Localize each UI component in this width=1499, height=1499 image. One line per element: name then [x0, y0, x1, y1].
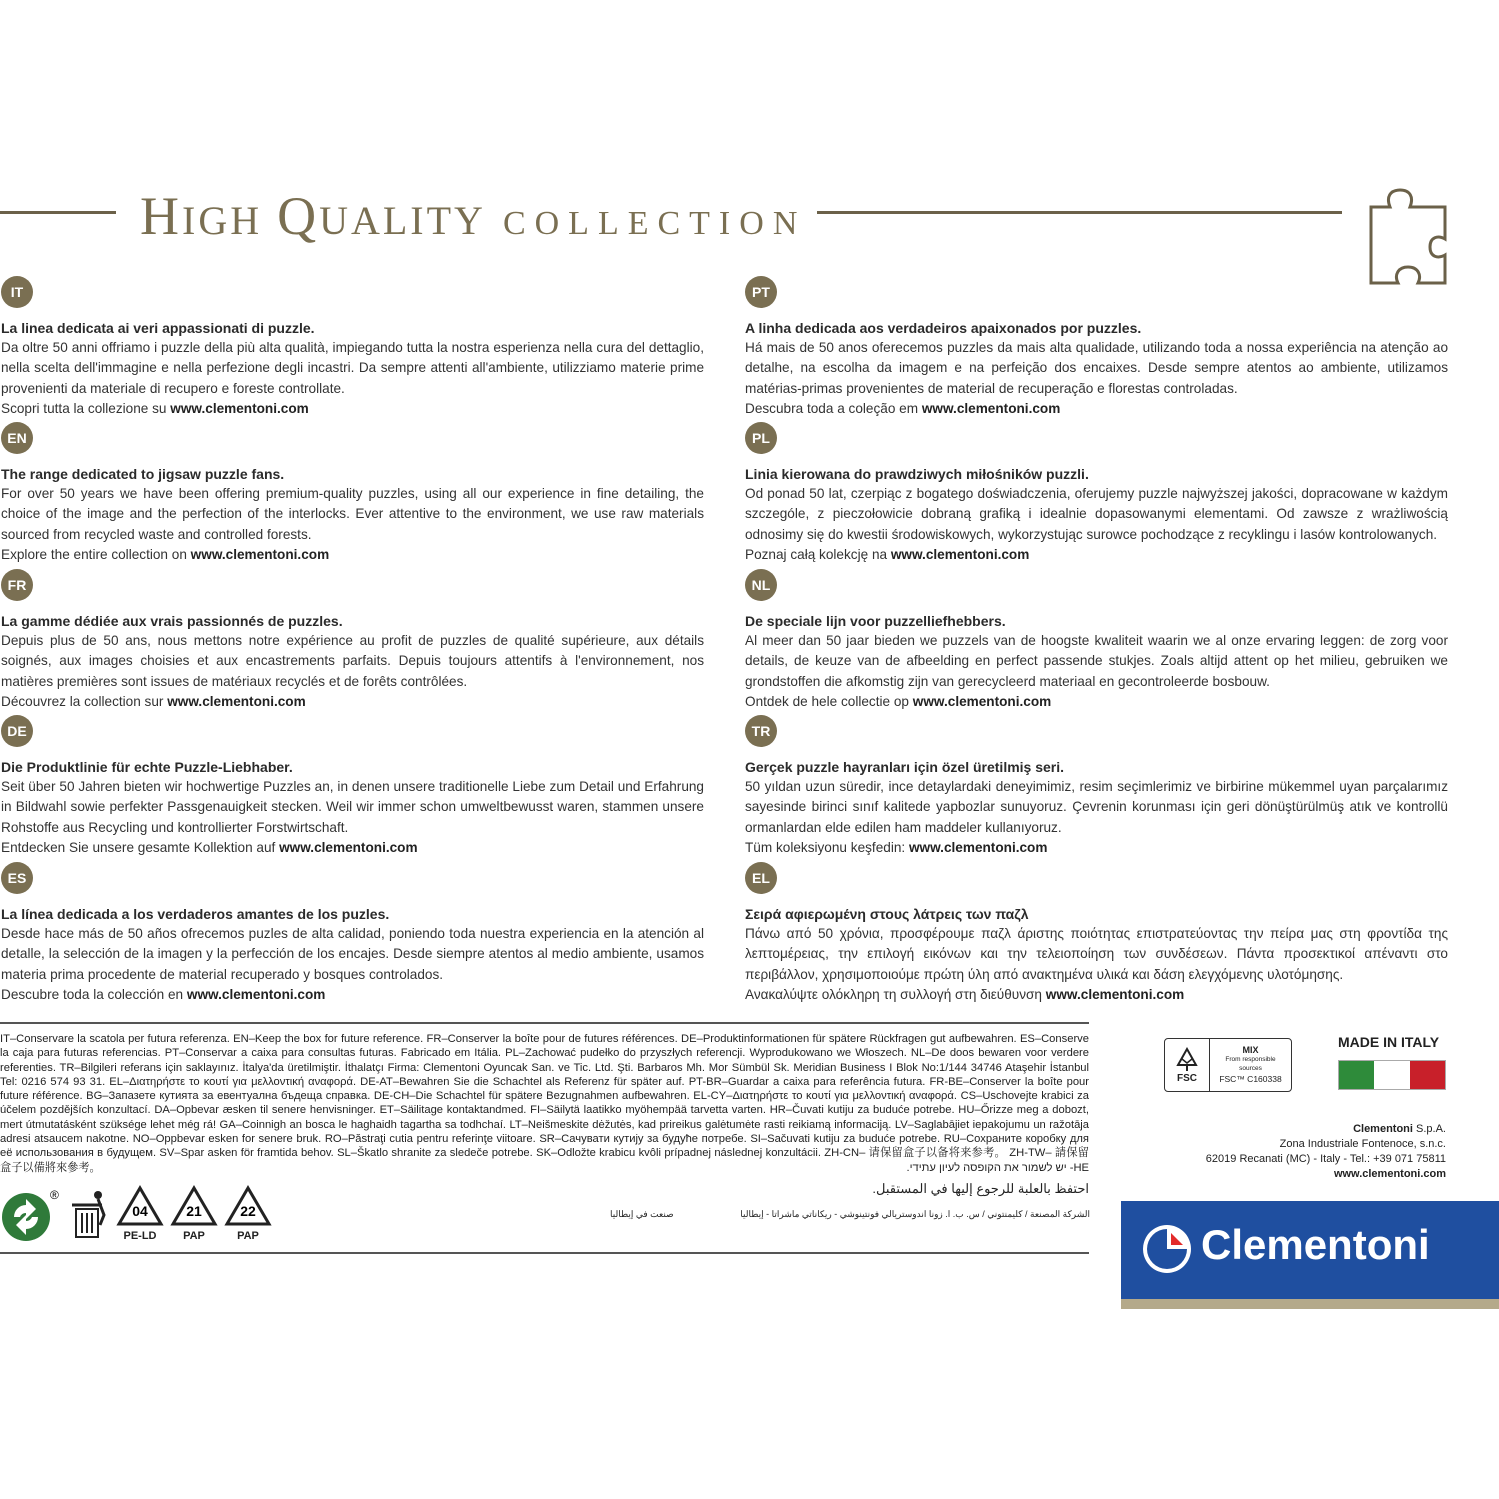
title-letters: UALITY [319, 198, 486, 243]
lang-block-en [1, 422, 704, 565]
website-link[interactable]: www.clementoni.com [908, 839, 1048, 855]
flag-white [1374, 1061, 1409, 1089]
multilingual-notice [0, 1032, 1089, 1175]
website-link[interactable]: www.clementoni.com [170, 400, 309, 416]
recycling-code-22 [224, 1185, 272, 1242]
recycling-triangle-icon [224, 1185, 272, 1227]
fsc-mix: MIX [1242, 1045, 1259, 1055]
explore-text: Tüm koleksiyonu keşfedin: [745, 839, 909, 855]
company-suffix: S.p.A. [1412, 1123, 1446, 1135]
arabic-made-in: صنعت في إيطاليا [610, 1209, 674, 1219]
lang-explore [745, 545, 1448, 565]
lang-block-tr [745, 715, 1448, 858]
lang-title: La línea dedicada a los verdaderos amantes de los puzles. [1, 906, 390, 922]
clementoni-logo-icon [1141, 1223, 1193, 1275]
lang-badge: EN [1, 422, 33, 454]
explore-text: Poznaj całą kolekcję na [745, 546, 891, 562]
fsc-tree-icon [1174, 1047, 1200, 1073]
header-rule-left [0, 211, 116, 214]
arabic-company-line [610, 1209, 1090, 1220]
lang-title: Gerçek puzzle hayranları için özel üretilmiş seri. [745, 759, 1065, 775]
lang-title: Linia kierowana do prawdziwych miłośników puzzli. [745, 466, 1089, 482]
lang-title: Σειρά αφιερωμένη στους λάτρεις των παζλ [745, 906, 1029, 922]
lang-block-es [1, 862, 704, 1005]
lang-badge: ES [1, 862, 33, 894]
lang-body: Depuis plus de 50 ans, nous mettons notre expérience au profit de puzzles de qualité supérieure, aux détails soignés, aux images choisies et aux encastrements parfaits. Depuis toujours attentifs à l'environnement, nos matières premières sont issues de matériaux recyclés et de forêts contrôlées. [1, 633, 704, 689]
flag-red [1410, 1061, 1445, 1089]
logo-wordmark: Clementoni [1201, 1221, 1430, 1268]
website-link[interactable]: www.clementoni.com [167, 693, 306, 709]
lang-body: 50 yıldan uzun süredir, ince detaylardaki deneyimimiz, resim seçimlerimiz ve birbirine mükemmel uyan parçalarımız sayesinde birinci sınıf kalitede yapbozlar sunuyoruz. Çevrenin korunması için geri dönüştürülmüş atık ve kontrollü ormanlardan elde edilen ham maddeler kullanıyoruz. [745, 779, 1448, 835]
company-website[interactable]: www.clementoni.com [1333, 1168, 1446, 1180]
recycling-number: 22 [240, 1203, 256, 1219]
puzzle-piece-icon [1368, 187, 1448, 285]
lang-block-pl [745, 422, 1448, 565]
explore-text: Descubre toda la colección en [1, 986, 187, 1002]
title-collection: COLLECTION [502, 205, 807, 242]
lang-block-it [1, 276, 704, 419]
company-city-phone: 62019 Recanati (MC) - Italy - Tel.: +39 071 75811 [1205, 1153, 1446, 1165]
explore-text: Découvrez la collection sur [1, 693, 168, 709]
lang-block-el [745, 862, 1448, 1005]
website-link[interactable]: www.clementoni.com [912, 693, 1052, 709]
recycling-code-04 [116, 1185, 164, 1242]
lang-explore [1, 985, 704, 1005]
title-letter: H [140, 186, 182, 246]
recycling-triangle-icon [116, 1185, 164, 1227]
explore-text: Ανακαλύψτε ολόκληρη τη συλλογή στη διεύθυνση [745, 986, 1046, 1002]
recycling-label: PAP [183, 1230, 205, 1242]
divider-top [0, 1022, 1089, 1024]
explore-text: Ontdek de hele collectie op [745, 693, 913, 709]
website-link[interactable]: www.clementoni.com [190, 546, 330, 562]
lang-title: A linha dedicada aos verdadeiros apaixonados por puzzles. [745, 320, 1142, 336]
lang-badge: PT [745, 276, 777, 308]
website-link[interactable]: www.clementoni.com [890, 546, 1030, 562]
explore-text: Scopri tutta la collezione su [1, 400, 171, 416]
lang-block-de [1, 715, 704, 858]
company-address: Zona Industriale Fontenoce, s.n.c. [1279, 1138, 1446, 1150]
recycling-number: 21 [186, 1203, 202, 1219]
recycling-symbols [0, 1185, 278, 1245]
lang-explore [1, 399, 704, 419]
recycling-label: PAP [237, 1230, 259, 1242]
lang-body: Al meer dan 50 jaar bieden we puzzels van de hoogste kwaliteit waarin we al onze ervaring leggen: de zorg voor details, de keuze van de afbeelding en perfect passende stukjes. Zoals altijd attent op het milieu, gebruiken we grondstoffen die afkomstig zijn van gerecycleerd materiaal en gecontroleerde bosbouw. [745, 633, 1448, 689]
recycling-number: 04 [132, 1203, 148, 1219]
flag-green [1339, 1061, 1374, 1089]
lang-badge: IT [1, 276, 33, 308]
website-link[interactable]: www.clementoni.com [1045, 986, 1185, 1002]
lang-badge: TR [745, 715, 777, 747]
lang-badge: FR [1, 569, 33, 601]
company-name-line [1206, 1122, 1446, 1137]
recycling-label: PE-LD [123, 1230, 157, 1242]
explore-text: Explore the entire collection on [1, 546, 191, 562]
header [0, 185, 1499, 285]
trash-bin-icon [68, 1185, 110, 1243]
hebrew-notice: HE- יש לשמור את הקופסה לעיון עתידי. [906, 1161, 1089, 1174]
lang-block-pt [745, 276, 1448, 419]
header-rule-right [817, 211, 1342, 214]
lang-explore [1, 692, 704, 712]
website-link[interactable]: www.clementoni.com [186, 986, 326, 1002]
notice-text: IT–Conservare la scatola per futura referenza. EN–Keep the box for future reference. FR–Conserver la boîte pour de futures références. DE–Produktinformationen für spätere Rückfragen gut aufbewahren. ES–Conserve la caja para futuras referencias. PT–Conservar a caixa para consultas futuras. Fabricado em Itália. PL–Zachować pudełko do przyszłych referencji. Wyprodukowano we Włoszech. NL–De doos bewaren voor verdere referenties. TR–Bilgileri referans için saklayınız. İtalya'da üretilmiştir. İthalatçı Firma: Clementoni Oyuncak San. ve Tic. Ltd. Şti. Barbaros Mh. Mor Sümbül Sk. Meridian Business I Blok No:1/144 34746 Ataşehir İstanbul Tel: 0216 574 93 31. EL–Διατηρήστε το κουτί για μελλοντική αναφορά. DE-AT–Bewahren Sie die Schachtel als Referenz für später auf. PT-BR–Guardar a caixa para referência futura. FR-BE–Conserver la boîte pour future référence. BG–Запазете кутията за евентуална бъдеща справка. DE-CH–Die Schachtel für spätere Bezugnahmen aufbewahren. EL-CY–Διατηρήστε το κουτί για μελλοντική αναφορά. CS–Uschovejte krabici za účelem pozdějších konzultací. DA–Opbevar æsken til senere henvisninger. ET–Säilitage kontaktandmed. FI–Säilytä laatikko myöhempää tarvetta varten. HR–Čuvati kutiju za buduće potrebe. HU–Őrizze meg a dobozt, mert útmutatásként szüksége lehet még rá! GA–Coinnigh an bosca le haghaidh tagartha sa todhchaí. LT–Neišmeskite dėžutės, kad prireikus galėtumėte rasti reikiamą informaciją. LV–Saglabājiet iepakojumu un ražotāja adresi atsaucem nakotne. NO–Oppbevar esken for senere bruk. RO–Păstraţi cutia pentru referinţe viitoare. SR–Сачувати кутију за будуће потребе. SI–Sačuvati kutiju za buduće potrebe. RU–Сохраните коробку для её использования в будущем. SV–Spar asken för framtida behov. SL–Škatlo shranite za sledeče potrebe. SK–Odložte krabicu kvôli prípadnej následnej konzultácii. ZH-CN– 请保留盒子以备将来参考。 ZH-TW– 請保留盒子以備將來參考。 [0, 1033, 1089, 1174]
lang-badge: EL [745, 862, 777, 894]
lang-body: Seit über 50 Jahren bieten wir hochwertige Puzzles an, in denen unsere traditionelle Liebe zum Detail und Erfahrung in Bildwahl sowie perfekter Passgenauigkeit stecken. Weil wir immer schon umweltbewusst waren, stammen unsere Rohstoffe aus Recycling und kontrollierter Forstwirtschaft. [1, 779, 704, 835]
title-letter: Q [277, 186, 320, 246]
explore-text: Entdecken Sie unsere gesamte Kollektion auf [1, 839, 280, 855]
explore-text: Descubra toda a coleção em [745, 400, 922, 416]
green-dot-icon [0, 1185, 62, 1243]
lang-title: Die Produktlinie für echte Puzzle-Liebhaber. [1, 759, 293, 775]
website-link[interactable]: www.clementoni.com [921, 400, 1061, 416]
company-info [1206, 1122, 1446, 1182]
made-in-italy: MADE IN ITALY [1338, 1034, 1440, 1050]
lang-body: For over 50 years we have been offering premium-quality puzzles, using all our experience in fine detailing, the choice of the image and the perfection of the interlocks. Ever attentive to the environment, we use raw materials sourced from recycled waste and controlled forests. [1, 486, 704, 542]
lang-badge: DE [1, 715, 33, 747]
lang-explore [745, 838, 1448, 858]
lang-badge: NL [745, 569, 777, 601]
lang-title: La gamme dédiée aux vrais passionnés de puzzles. [1, 613, 343, 629]
registered-mark: ® [50, 1188, 59, 1202]
arabic-company: الشركة المصنعة / كليمنتوني / س. ب. ا. زونا اندوستريالي فونتينوشي - ريكاناتي ماشراتا - إيطاليا [740, 1209, 1090, 1219]
clementoni-logo [1121, 1201, 1499, 1309]
fsc-from: From responsible sources [1225, 1056, 1276, 1072]
lang-title: La linea dedicata ai veri appassionati di puzzle. [1, 320, 315, 336]
collection-title [140, 185, 806, 247]
fsc-tree-block [1165, 1039, 1210, 1091]
title-letters: IGH [182, 198, 263, 243]
lang-explore [1, 838, 704, 858]
lang-explore [745, 692, 1448, 712]
lang-explore [745, 399, 1448, 419]
website-link[interactable]: www.clementoni.com [279, 839, 418, 855]
arabic-notice: احتفظ بالعلبة للرجوع إليها في المستقبل. [872, 1181, 1089, 1196]
lang-title: De speciale lijn voor puzzelliefhebbers. [745, 613, 1006, 629]
divider-bottom [0, 1252, 1089, 1254]
lang-body: Da oltre 50 anni offriamo i puzzle della più alta qualità, impiegando tutta la nostra esperienza nella cura del dettaglio, nella scelta dell'immagine e nella perfezione degli incastri. Da sempre attenti all'ambiente, utilizziamo materie prime provenienti da materiale di recupero e foreste controllate. [1, 340, 704, 396]
lang-explore [1, 545, 704, 565]
lang-body: Πάνω από 50 χρόνια, προσφέρουμε παζλ άριστης ποιότητας επιστρατεύοντας την πείρα μας στη φροντίδα της λεπτομέρειας, την επιλογή εικόνων και την τελειοποίηση των συνδέσεων. Πάντα προσεκτικοί απέναντι στο περιβάλλον, χρησιμοποιούμε πρώτη ύλη από ανακτημένα υλικά και δάση ελεγχόμενης υλοτόμησης. [745, 926, 1448, 982]
recycling-triangle-icon [170, 1185, 218, 1227]
lang-explore [745, 985, 1448, 1005]
lang-body: Od ponad 50 lat, czerpiąc z bogatego doświadczenia, oferujemy puzzle najwyższej jakości, dopracowane w każdym szczególe, z pieczołowicie dobraną grafiką i idealnie dopasowanymi elementami. Od zawsze z wrażliwością odnosimy się do kwestii środowiskowych, wykorzystując surowce pochodzące z recyklingu i lasów kontrolowanych. [745, 486, 1448, 542]
fsc-code: FSC™ C160338 [1219, 1074, 1282, 1084]
lang-block-fr [1, 569, 704, 712]
italian-flag [1338, 1060, 1446, 1090]
fsc-text [1210, 1039, 1291, 1091]
company-name: Clementoni [1353, 1123, 1413, 1135]
lang-block-nl [745, 569, 1448, 712]
lang-title: The range dedicated to jigsaw puzzle fans. [1, 466, 285, 482]
lang-body: Há mais de 50 anos oferecemos puzzles da mais alta qualidade, utilizando toda a nossa experiência na atenção ao detalhe, na escolha da imagem e na perfeição dos encaixes. Desde sempre atentos ao ambiente, utilizamos matérias-primas provenientes de material de recuperação e florestas controladas. [745, 340, 1448, 396]
lang-body: Desde hace más de 50 años ofrecemos puzles de alta calidad, poniendo toda nuestra experiencia en la atención al detalle, la selección de la imagen y la perfección de los encajes. Desde siempre atentos al medio ambiente, usamos materia prima procedente de material recuperado y bosques controlados. [1, 926, 704, 982]
lang-badge: PL [745, 422, 777, 454]
fsc-brand: FSC [1177, 1072, 1197, 1084]
recycling-code-21 [170, 1185, 218, 1242]
fsc-label [1164, 1038, 1292, 1092]
